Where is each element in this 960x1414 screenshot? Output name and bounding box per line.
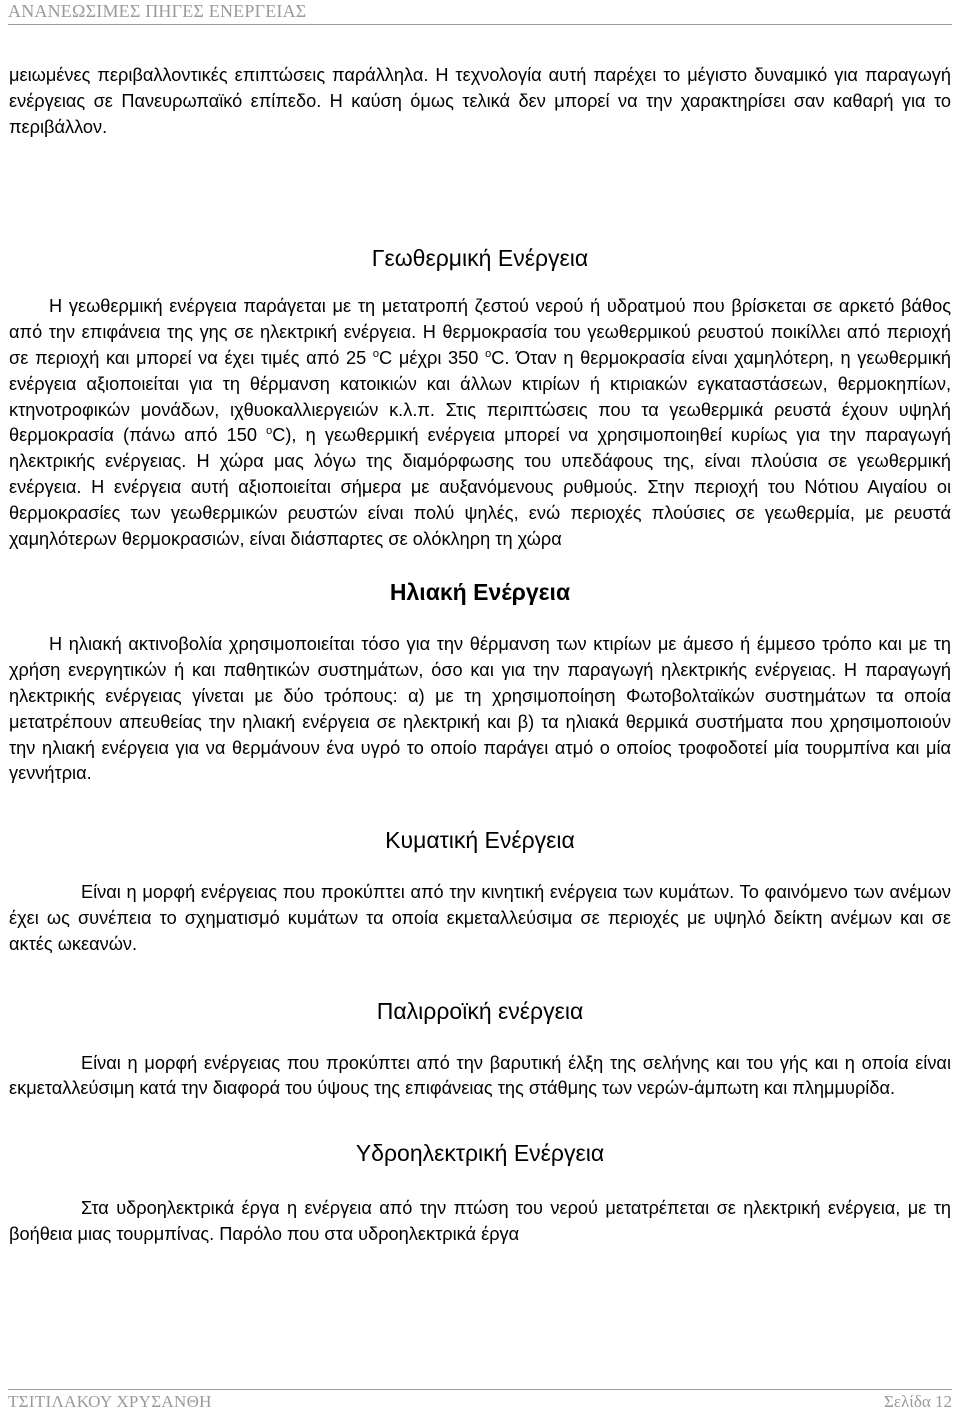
wave-paragraph: Είναι η μορφή ενέργειας που προκύπτει από την κινητική ενέργεια των κυμάτων. Το φαινόμενο των ανέμων έχει ως συνέπεια το σχηματισμό κυμάτων τα οποία εκμεταλλεύσιμα σε περιοχές με υψηλό δείκτη ανέμων και σε ακτές ωκεανών.: [9, 882, 951, 954]
intro-paragraph: μειωμένες περιβαλλοντικές επιπτώσεις παράλληλα. Η τεχνολογία αυτή παρέχει το μέγιστο δυναμικό για παραγωγή ενέργειας σε Πανευρωπαϊκό επίπεδο. Η καύση όμως τελικά δεν μπορεί να την χαρακτηρίσει σαν καθαρή για το περιβάλλον.: [9, 65, 951, 137]
tidal-paragraph: Είναι η μορφή ενέργειας που προκύπτει από την βαρυτική έλξη της σελήνης και του γής και η οποία είναι εκμεταλλεύσιμη κατά την διαφορά του ύψους της επιφάνειας της στάθμης των νερών-άμπωτη και πλημμυρίδα.: [9, 1052, 951, 1099]
footer-author: ΤΣΙΤΙΛΑΚΟΥ ΧΡΥΣΑΝΘΗ: [8, 1392, 212, 1411]
document-body: [9, 63, 951, 1248]
page-footer: [8, 1389, 952, 1414]
tidal-heading: Παλιρροϊκή ενέργεια: [376, 997, 584, 1024]
footer-page-number: Σελίδα 12: [883, 1392, 952, 1411]
header-title: ΑΝΑΝΕΩΣΙΜΕΣ ΠΗΓΕΣ ΕΝΕΡΓΕΙΑΣ: [8, 1, 307, 21]
hydro-paragraph: Στα υδροηλεκτρικά έργα η ενέργεια από την πτώση του νερού μετατρέπεται σε ηλεκτρική ενέργεια, με τη βοήθεια μιας τουρμπίνας. Παρόλο που στα υδροηλεκτρικά έργα: [9, 1198, 951, 1244]
geothermal-heading: Γεωθερμική Ενέργεια: [371, 245, 589, 272]
wave-heading: Κυματική Ενέργεια: [385, 827, 575, 854]
solar-paragraph: Η ηλιακή ακτινοβολία χρησιμοποιείται τόσο για την θέρμανση των κτιρίων με άμεσο ή έμμεσο τρόπο και με τη χρήση ενεργητικών ή και παθητικών συστημάτων, όσο και για την παραγωγή ηλεκτρικής ενέργειας. Η παραγωγή ηλεκτρικής ενέργειας γίνεται με δύο τρόπους: α) με τη χρησιμοποίηση Φωτοβολταϊκών συστημάτων τα οποία μετατρέπουν απευθείας την ηλιακή ενέργεια σε ηλεκτρική και β) τα ηλιακά θερμικά συστήματα που χρησιμοποιούν την ηλιακή ενέργεια για να θερμάνουν ένα υγρό το οποίο παράγει ατμό ο οποίος τροφοδοτεί μία τουρμπίνα και μία γεννήτρια.: [9, 634, 951, 784]
geothermal-paragraph: Η γεωθερμική ενέργεια παράγεται με τη μετατροπή ζεστού νερού ή υδρατμού που βρίσκεται σε αρκετό βάθος από την επιφάνεια της γης σε ηλεκτρική ενέργεια. Η θερμοκρασία του γεωθερμικού ρευστού ποικίλλει από περιοχή σε περιοχή και μπορεί να έχει τιμές από 25 $^o$C μέχρι 350 $^o$C. Όταν η θερμοκρασία είναι χαμηλότερη, η γεωθερμική ενέργεια αξιοποιείται για τη θέρμανση κατοικιών και άλλων κτιρίων ή κτιριακών εγκαταστάσεων, θερμοκηπίων, κτηνοτροφικών μονάδων, ιχθυοκαλλιεργειών κ.λ.π. Στις περιπτώσεις που τα γεωθερμικά ρευστά έχουν υψηλή θερμοκρασία (πάνω από 150 $^o$C), η γεωθερμική ενέργεια μπορεί να χρησιμοποιηθεί κυρίως για την παραγωγή ηλεκτρικής ενέργειας. Η χώρα μας λόγω της διαμόρφωσης του υπεδάφους της, είναι πλούσια σε γεωθερμική ενέργεια. Η ενέργεια αυτή αξιοποιείται σήμερα με αυξανόμενους ρυθμούς. Στην περιοχή του Νότιου Αιγαίου οι θερμοκρασίες των γεωθερμικών ρευστών είναι πολύ ψηλές, ενώ περιοχές πλούσιες σε γεωθερμία, με ρευστά χαμηλότερων θερμοκρασιών, είναι διάσπαρτες σε ολόκληρη τη χώρα: [9, 296, 951, 549]
solar-heading: Ηλιακή Ενέργεια: [389, 579, 571, 606]
page-header: [8, 0, 952, 25]
hydro-heading: Υδροηλεκτρική Ενέργεια: [355, 1140, 605, 1167]
